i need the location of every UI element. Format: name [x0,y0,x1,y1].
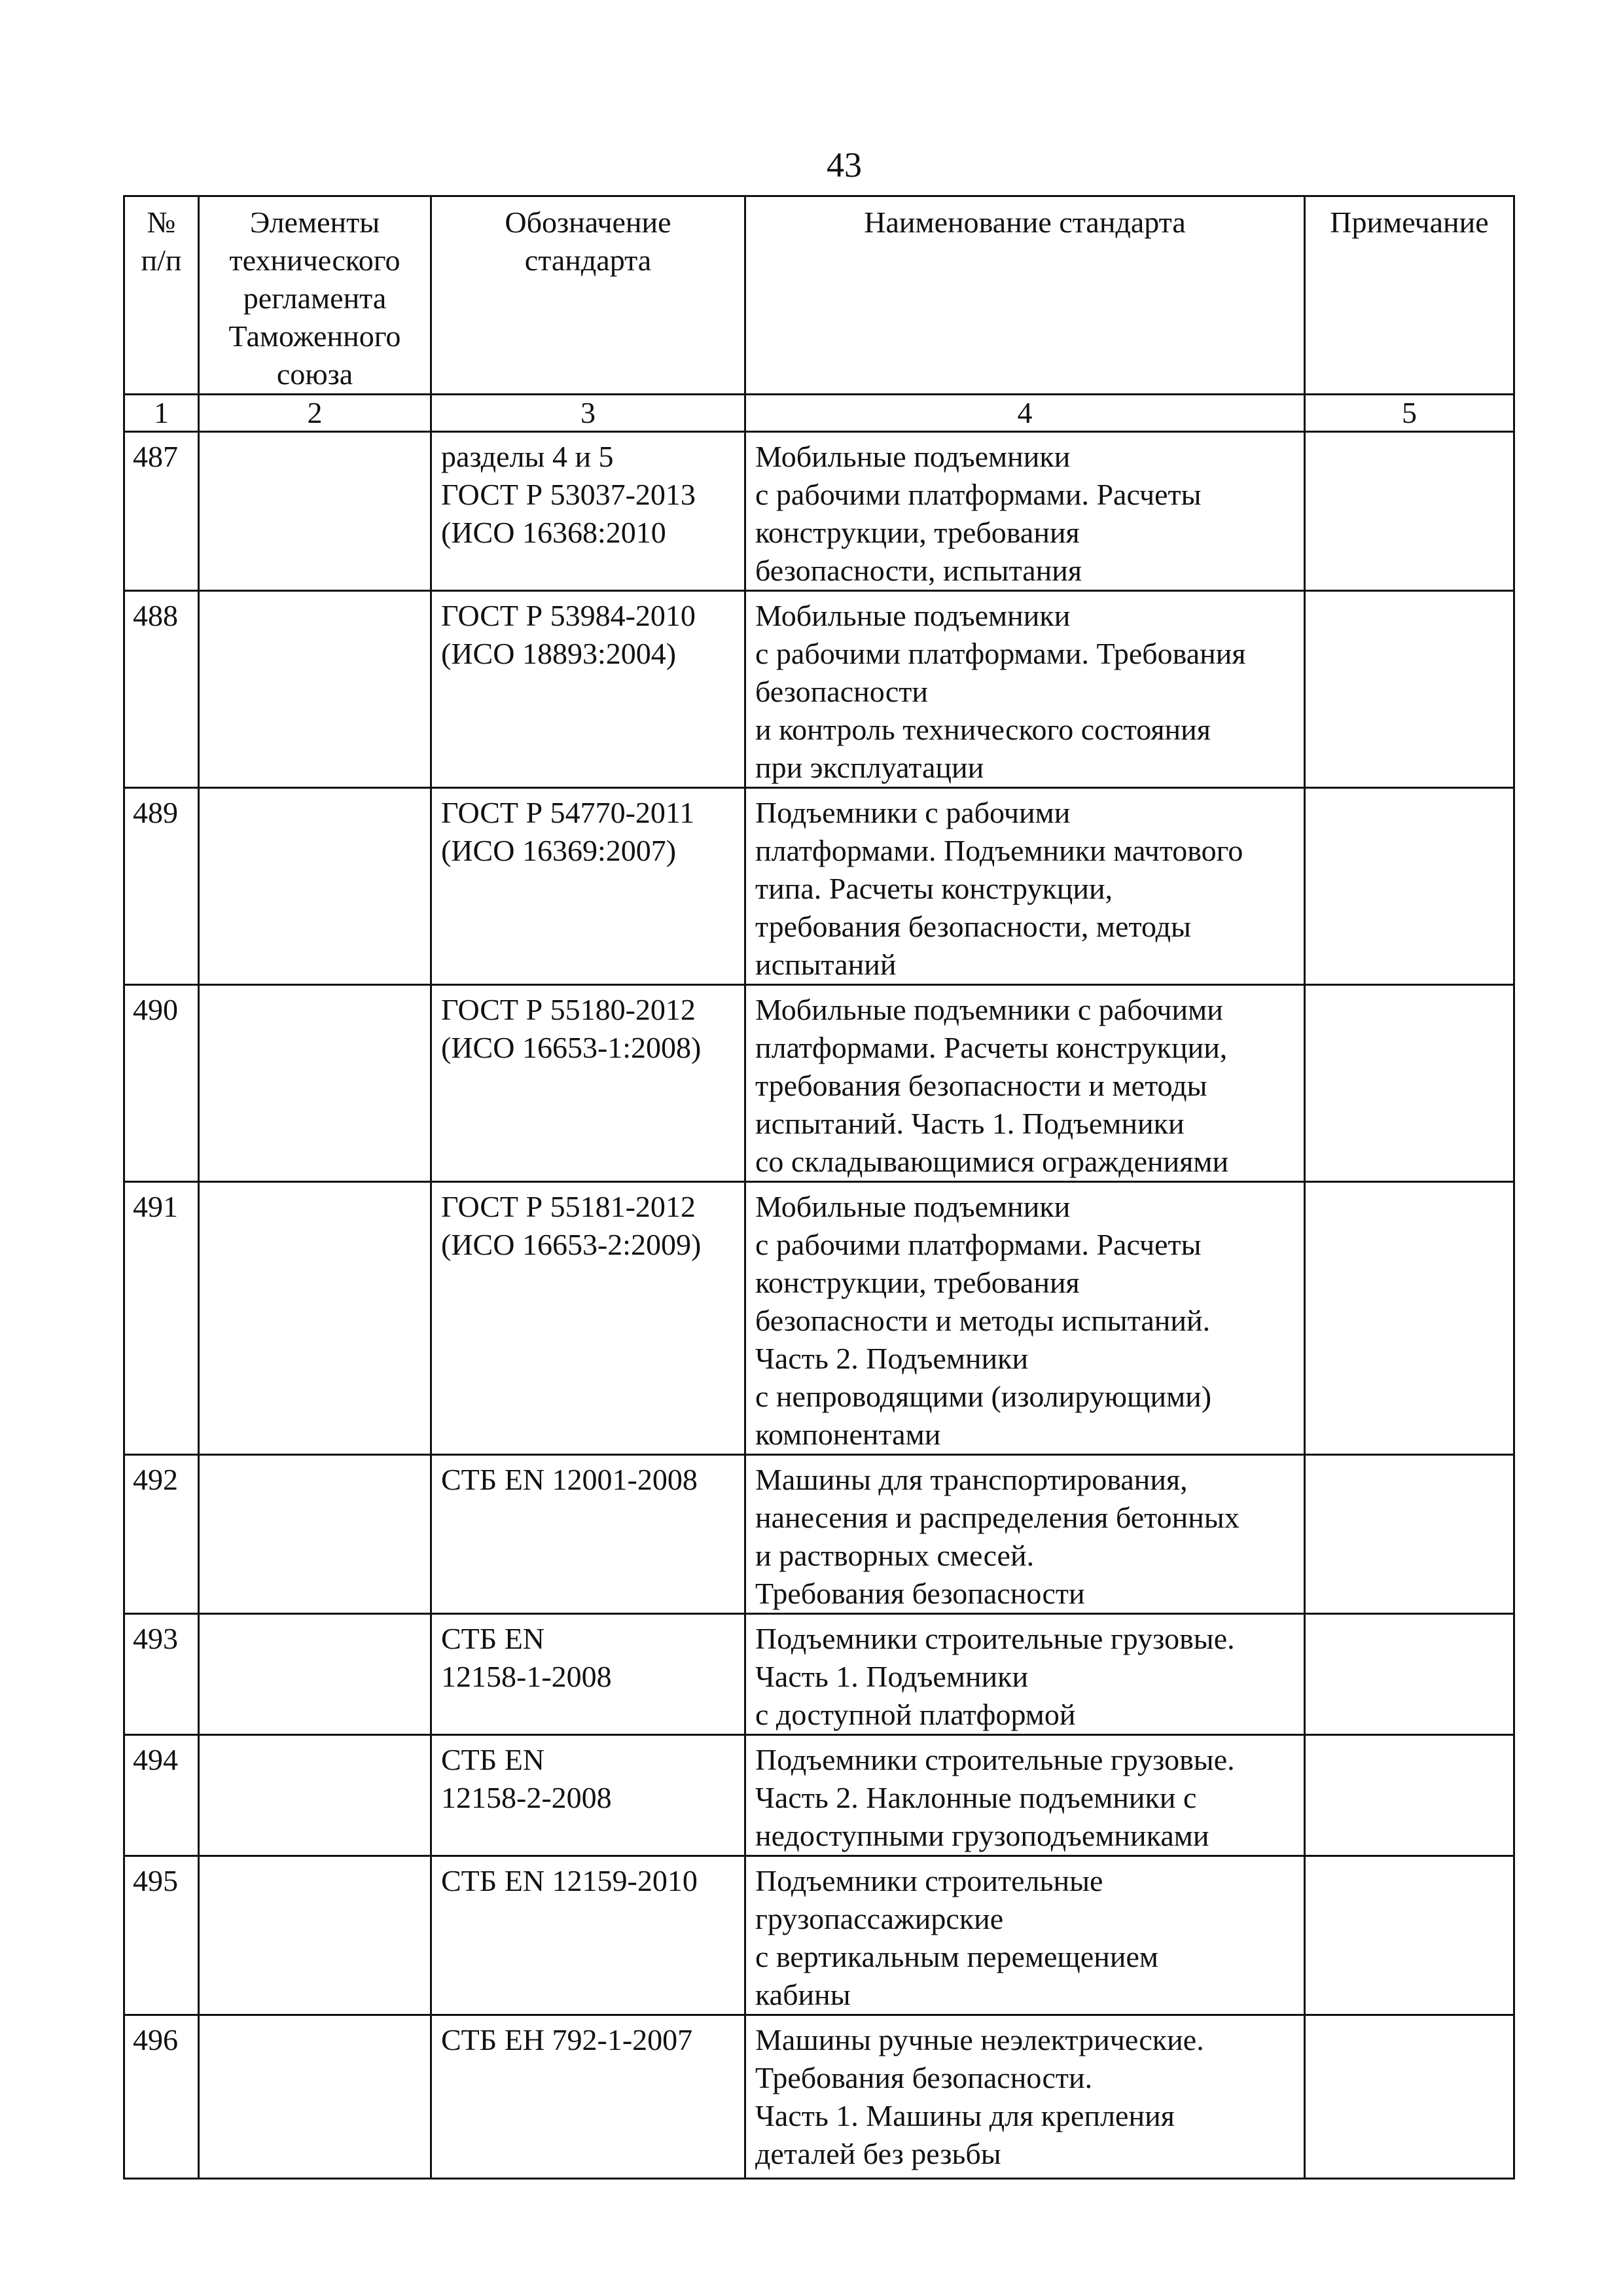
header-standard-name: Наименование стандарта [745,196,1305,395]
table-row [124,2015,1514,2179]
column-number: 2 [199,395,431,432]
table-row [124,1856,1514,2015]
row-element [199,1182,431,1455]
page-number: 43 [827,145,862,185]
row-note [1305,1614,1514,1735]
column-number: 3 [431,395,745,432]
column-number: 1 [124,395,199,432]
row-standard-name: Мобильные подъемники с рабочими платформами. Расчеты конструкции, требования безопасности и методы испытаний. Часть 2. Подъемники с непроводящими (изолирующими) компонентами [745,1182,1305,1455]
row-designation: разделы 4 и 5 ГОСТ Р 53037-2013 (ИСО 16368:2010 [431,432,745,591]
column-number: 4 [745,395,1305,432]
table-row [124,985,1514,1182]
row-number: 493 [124,1614,199,1735]
row-note [1305,1735,1514,1856]
row-designation: СТБ EN 12158-2-2008 [431,1735,745,1856]
row-standard-name: Машины ручные неэлектрические. Требования безопасности. Часть 1. Машины для крепления деталей без резьбы [745,2015,1305,2179]
row-number: 494 [124,1735,199,1856]
row-standard-name: Подъемники с рабочими платформами. Подъемники мачтового типа. Расчеты конструкции, требования безопасности, методы испытаний [745,788,1305,985]
row-designation: СТБ EN 12159-2010 [431,1856,745,2015]
row-element [199,591,431,788]
row-element [199,1455,431,1614]
row-note [1305,432,1514,591]
column-number: 5 [1305,395,1514,432]
row-designation: ГОСТ Р 55181-2012 (ИСО 16653-2:2009) [431,1182,745,1455]
row-note [1305,985,1514,1182]
row-standard-name: Подъемники строительные грузовые. Часть 2. Наклонные подъемники с недоступными грузоподъемниками [745,1735,1305,1856]
header-note: Примечание [1305,196,1514,395]
row-designation: ГОСТ Р 53984-2010 (ИСО 18893:2004) [431,591,745,788]
row-number: 490 [124,985,199,1182]
table-row [124,1455,1514,1614]
row-note [1305,591,1514,788]
standards-table [123,195,1515,2179]
row-element [199,1614,431,1735]
row-note [1305,2015,1514,2179]
row-standard-name: Мобильные подъемники с рабочими платформами. Расчеты конструкции, требования безопасности и методы испытаний. Часть 1. Подъемники со складывающимися ограждениями [745,985,1305,1182]
row-element [199,985,431,1182]
row-standard-name: Мобильные подъемники с рабочими платформами. Расчеты конструкции, требования безопасности, испытания [745,432,1305,591]
row-number: 488 [124,591,199,788]
row-designation: СТБ EN 12158-1-2008 [431,1614,745,1735]
row-number: 491 [124,1182,199,1455]
table-header-row [124,196,1514,395]
table-row [124,591,1514,788]
table-row [124,1614,1514,1735]
column-numbers-row [124,395,1514,432]
row-note [1305,1182,1514,1455]
table-row [124,432,1514,591]
table-row [124,1735,1514,1856]
row-element [199,1735,431,1856]
row-designation: СТБ ЕН 792-1-2007 [431,2015,745,2179]
row-number: 492 [124,1455,199,1614]
header-number: № п/п [124,196,199,395]
row-note [1305,788,1514,985]
row-number: 487 [124,432,199,591]
row-standard-name: Машины для транспортирования, нанесения и распределения бетонных и растворных смесей. Требования безопасности [745,1455,1305,1614]
table-row [124,1182,1514,1455]
row-designation: ГОСТ Р 54770-2011 (ИСО 16369:2007) [431,788,745,985]
header-designation: Обозначение стандарта [431,196,745,395]
row-note [1305,1455,1514,1614]
row-element [199,432,431,591]
row-element [199,788,431,985]
row-number: 489 [124,788,199,985]
row-standard-name: Мобильные подъемники с рабочими платформами. Требования безопасности и контроль технического состояния при эксплуатации [745,591,1305,788]
row-element [199,2015,431,2179]
row-designation: СТБ EN 12001-2008 [431,1455,745,1614]
row-number: 495 [124,1856,199,2015]
row-note [1305,1856,1514,2015]
row-standard-name: Подъемники строительные грузопассажирские с вертикальным перемещением кабины [745,1856,1305,2015]
row-element [199,1856,431,2015]
table-row [124,788,1514,985]
row-standard-name: Подъемники строительные грузовые. Часть 1. Подъемники с доступной платформой [745,1614,1305,1735]
header-elements: Элементы технического регламента Таможенного союза [199,196,431,395]
row-number: 496 [124,2015,199,2179]
row-designation: ГОСТ Р 55180-2012 (ИСО 16653-1:2008) [431,985,745,1182]
